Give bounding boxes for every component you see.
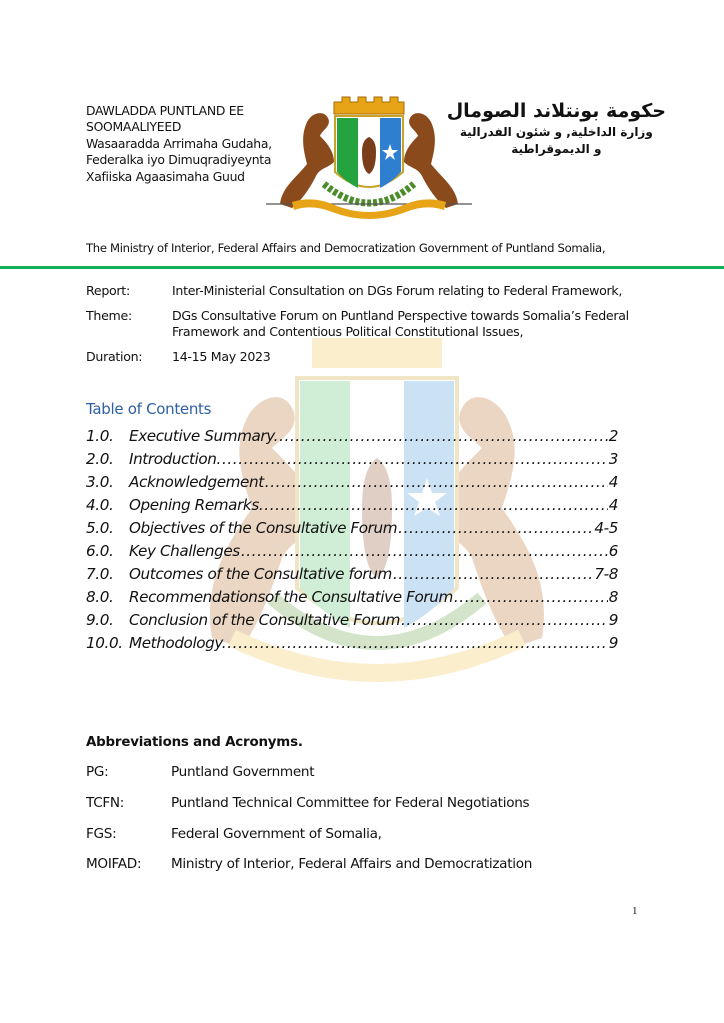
toc-number: 4.0. [86,496,114,514]
toc-entry[interactable] [86,634,618,657]
abbreviation-value: Puntland Government [171,764,315,780]
toc-label: Conclusion of the Consultative Forum [129,611,400,629]
page-number: 1 [632,905,638,917]
toc-number: 10.0. [86,634,123,652]
table-of-contents [86,427,618,657]
toc-page: 9 [608,611,618,629]
abbreviation-key: FGS: [86,826,117,842]
arabic-line: وزارة الداخلية, و شئون الفدرالية [459,125,653,139]
toc-label: Recommendationsof the Consultative Forum [129,588,453,606]
toc-leader [454,588,608,606]
toc-leader [265,473,608,491]
toc-leader [279,427,608,445]
toc-entry[interactable] [86,588,618,611]
header-line: SOOMAALIYEED [86,119,182,135]
abbreviation-key: MOIFAD: [86,856,142,872]
toc-label: Executive Summary. [129,427,279,445]
toc-entry[interactable] [86,450,618,473]
arabic-title: حكومة بونتلاند الصومال [446,100,666,122]
toc-label: Methodology. [129,634,227,652]
toc-number: 3.0. [86,473,114,491]
meta-value: Inter-Ministerial Consultation on DGs Forum relating to Federal Framework, [172,283,623,298]
toc-entry[interactable] [86,565,618,588]
toc-entry[interactable] [86,519,618,542]
abbreviation-value: Puntland Technical Committee for Federal Negotiations [171,795,530,811]
toc-leader [227,634,607,652]
meta-key: Duration: [86,349,143,364]
meta-key: Theme: [86,308,132,323]
toc-page: 2 [608,427,618,445]
toc-entry[interactable] [86,473,618,496]
header-line: DAWLADDA PUNTLAND EE [86,103,244,118]
meta-key: Report: [86,283,130,298]
meta-value: DGs Consultative Forum on Puntland Perspective towards Somalia’s Federal Framework and Contentious Political Constitutional Issues, [172,308,629,339]
toc-page: 8 [608,588,618,606]
toc-page: 6 [608,542,618,560]
toc-entry[interactable] [86,611,618,634]
toc-entry[interactable] [86,427,618,450]
toc-number: 9.0. [86,611,114,629]
toc-number: 8.0. [86,588,114,606]
toc-leader [401,611,608,629]
meta-value: 14-15 May 2023 [172,349,271,364]
toc-page: 4 [608,496,618,514]
header-divider [0,266,724,269]
toc-number: 1.0. [86,427,114,445]
ministry-line: The Ministry of Interior, Federal Affairs and Democratization Government of Puntland Somalia, [86,241,606,255]
toc-title: Table of Contents [86,400,212,418]
toc-number: 2.0. [86,450,114,468]
toc-entry[interactable] [86,542,618,565]
toc-number: 7.0. [86,565,114,583]
abbreviation-key: PG: [86,764,109,780]
toc-label: Acknowledgement [129,473,264,491]
header-arabic-block [447,98,666,158]
abbreviation-value: Ministry of Interior, Federal Affairs and Democratization [171,856,533,872]
toc-leader [222,450,608,468]
toc-label: Outcomes of the Consultative forum [129,565,392,583]
header-somali-block [86,103,272,185]
coat-of-arms-icon [262,92,476,224]
header-line: Federalka iyo Dimuqradiyeynta [86,152,272,168]
header-line: Wasaaradda Arrimaha Gudaha, [86,135,272,151]
toc-leader [398,519,593,537]
header-line: Xafiiska Agaasimaha Guud [86,168,245,184]
toc-entry[interactable] [86,496,618,519]
arabic-line: و الديموقراطية [511,142,602,156]
toc-label: Introduction. [129,450,221,468]
toc-leader [393,565,594,583]
toc-label: Objectives of the Consultative Forum [129,519,398,537]
abbreviation-value: Federal Government of Somalia, [171,826,382,842]
toc-number: 6.0. [86,542,114,560]
toc-page: 4 [608,473,618,491]
toc-label: Key Challenges [129,542,240,560]
abbreviations-title: Abbreviations and Acronyms. [86,735,303,750]
toc-number: 5.0. [86,519,114,537]
abbreviation-key: TCFN: [86,795,125,811]
toc-page: 9 [608,634,618,652]
toc-label: Opening Remarks. [129,496,264,514]
toc-leader [241,542,608,560]
toc-page: 4-5 [594,519,618,537]
toc-leader [264,496,607,514]
toc-page: 3 [608,450,618,468]
toc-page: 7-8 [594,565,618,583]
